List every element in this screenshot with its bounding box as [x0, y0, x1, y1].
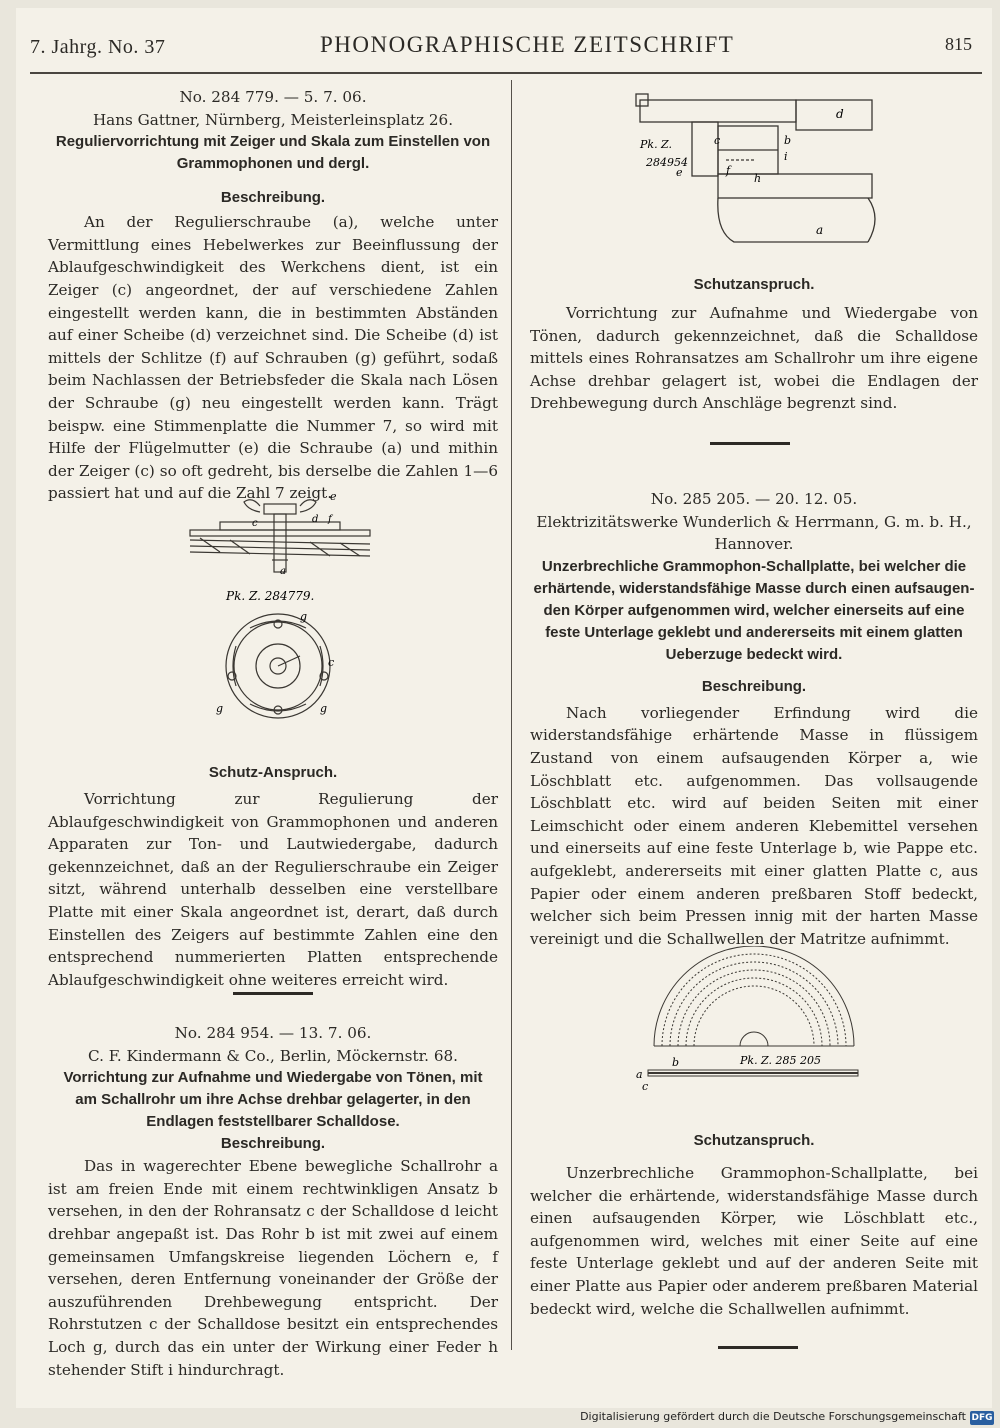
page-header — [30, 28, 990, 68]
digitization-note: Digitalisierung gefördert durch die Deutsche Forschungsgemeinschaft — [580, 1410, 966, 1423]
svg-text:e: e — [676, 166, 683, 179]
svg-text:a: a — [816, 223, 824, 237]
right-column-claim — [530, 274, 978, 415]
patent-title-line: Unzerbrechliche Grammophon-Schallplatte, bei welcher die — [541, 557, 967, 575]
svg-text:d: d — [836, 107, 844, 121]
claim-heading: Schutz-Anspruch. — [208, 764, 338, 781]
svg-text:a: a — [280, 566, 286, 577]
svg-text:c: c — [714, 134, 721, 147]
right-column-patent3 — [530, 488, 978, 950]
patent-number: No. 285 205. — 20. 12. 05. — [650, 490, 858, 508]
description-text: Nach vorliegender Erfindung wird die widerstandsfähige erhärtende Masse in flüssigem Zustand von einem aufsaugenden Körper a, wie Löschblatt etc. aufgenommen. Das vollsaugende Löschblatt etc. wird auf beiden Seiten mit einer Leimschicht oder einem anderen Klebemittel versehen und einerseits auf eine feste Unterlage b, wie Pappe etc. aufgeklebt, andererseits mit einer glatten Platte c, aus Papier oder einem anderen preßbaren Stoff bedeckt, welcher sich beim Pressen innig mit der harten Masse vereinigt und die Schallwellen der Matritze aufnimmt. — [530, 703, 978, 948]
right-column-claim2 — [530, 1130, 978, 1320]
figure-caption: Pk. Z. 284779. — [226, 589, 315, 603]
svg-text:Pk. Z.: Pk. Z. — [640, 138, 673, 151]
patent-title-line: feste Unterlage geklebt und andererseits mit einem glatten — [545, 623, 963, 641]
patent-number: No. 284 954. — 13. 7. 06. — [174, 1024, 372, 1042]
regulator-figure — [180, 486, 380, 724]
svg-text:c: c — [642, 1080, 649, 1093]
description-text: An der Regulierschraube (a), welche unter Vermittlung eines Hebelwerkes zur Beeinflussung der Ablaufgeschwindigkeit des Werkchens dient, ist ein Zeiger (c) angeordnet, der auf verschiedene Zahlen eingestellt werden kann, die in bestimmten Abständen auf einer Scheibe (d) verzeichnet sind. Die Scheibe (d) ist mittels der Schlitze (f) auf Schrauben (g) geführt, sodaß beim Nachlassen der Betriebsfeder die Skala nach Lösen der Schraube (g) neu eingestellt werden kann. Trägt beispw. eine Stimmenplatte die Nummer 7, so wird mit Hilfe der Flügelmutter (e) die Schraube (a) und mithin der Zeiger (c) so oft gedreht, bis derselbe die Zahlen 1—6 passiert hat und auf die Zahl 7 zeigt. — [48, 213, 498, 503]
patent-title-line: am Schallrohr um ihre Achse drehbar gelagerter, in den — [75, 1091, 471, 1109]
claim-text: Vorrichtung zur Aufnahme und Wiedergabe von Tönen, dadurch gekennzeichnet, daß die Schalldose mittels eines Rohransatzes am Schallrohr um ihre eigene Achse drehbar gelagert ist, wobei die Endlagen der Drehbewegung durch Anschläge begrenzt sind. — [530, 304, 978, 413]
claim-heading: Schutzanspruch. — [693, 1132, 815, 1149]
svg-text:i: i — [784, 150, 788, 163]
description-heading: Beschreibung. — [220, 189, 326, 207]
patent-title-line: Reguliervorrichtung mit Zeiger und Skala zum Einstellen von — [55, 133, 491, 151]
patent-holder: C. F. Kindermann & Co., Berlin, Möckernstr. 68. — [88, 1046, 458, 1065]
svg-text:a: a — [636, 1068, 643, 1081]
left-column-patent2 — [48, 1022, 498, 1381]
svg-text:g: g — [300, 610, 308, 623]
dfg-logo: DFG — [971, 1413, 993, 1423]
left-column-claim — [48, 762, 498, 991]
patent-holder: Hannover. — [714, 535, 794, 554]
svg-text:c: c — [252, 518, 258, 529]
patent-title-line: Vorrichtung zur Aufnahme und Wiedergabe von Tönen, mit — [63, 1069, 483, 1087]
record-figure — [620, 946, 880, 1096]
claim-text: Unzerbrechliche Grammophon-Schallplatte, bei welcher die erhärtende, widerstandsfähige Masse durch einen aufsaugenden Körper, wie Löschblatt etc., aufgenommen wird, welches mit einer Seite auf eine feste Unterlage geklebt und auf der anderen Seite mit einer Platte aus Papier oder anderem preßbaren Material bedeckt wird, welche die Schallwellen aufnimmt. — [530, 1164, 978, 1318]
svg-text:c: c — [328, 656, 335, 669]
section-divider — [233, 992, 313, 995]
left-column — [48, 86, 498, 505]
figure-caption: Pk. Z. 285 205 — [740, 1054, 821, 1067]
claim-heading: Schutzanspruch. — [693, 276, 815, 293]
patent-number: No. 284 779. — 5. 7. 06. — [179, 88, 367, 106]
svg-text:284954: 284954 — [646, 156, 688, 169]
description-heading: Beschreibung. — [701, 677, 807, 695]
svg-text:h: h — [754, 172, 762, 185]
page-number: 815 — [945, 34, 972, 54]
header-rule — [30, 72, 982, 74]
svg-text:b: b — [784, 134, 792, 147]
soundbox-figure — [606, 86, 906, 256]
patent-title-line: den Körper aufgenommen wird, welcher einerseits auf eine — [543, 601, 965, 619]
svg-text:b: b — [672, 1056, 680, 1069]
section-divider — [710, 442, 790, 445]
svg-text:g: g — [216, 702, 224, 715]
patent-holder: Hans Gattner, Nürnberg, Meisterleinsplatz 26. — [92, 110, 454, 129]
claim-text: Vorrichtung zur Regulierung der Ablaufgeschwindigkeit von Grammophonen und anderen Apparaten zur Ton- und Lautwiedergabe, dadurch gekennzeichnet, daß an der Regulierschraube ein Zeiger sitzt, während unterhalb desselben eine verstellbare Platte mit einer Skala angeordnet ist, derart, daß durch Einstellen des Zeigers auf bestimmte Zahlen eine den entsprechend nummerierten Platten entsprechende Ablaufgeschwindigkeit ohne weiteres erreicht wird. — [48, 790, 498, 989]
patent-title-line: Ueberzuge bedeckt wird. — [665, 645, 843, 663]
journal-title: PHONOGRAPHISCHE ZEITSCHRIFT — [320, 32, 735, 57]
svg-text:e: e — [330, 490, 337, 503]
column-separator — [511, 80, 512, 1350]
patent-title-line: Endlagen feststellbarer Schalldose. — [146, 1113, 400, 1131]
description-text: Das in wagerechter Ebene bewegliche Schallrohr a ist am freien Ende mit einem rechtwinkligen Ansatz b versehen, in den der Rohransatz c der Schalldose d leicht drehbar angepaßt ist. Das Rohr b ist mit zwei auf einem gemeinsamen Umfangskreise liegenden Löchern e, f versehen, deren Entfernung voneinander der Größe der auszuführenden Drehbewegung entspricht. Der Rohrstutzen c der Schalldose besitzt ein entsprechendes Loch g, durch das ein unter der Wirkung einer Feder h stehender Stift i hindurchragt. — [48, 1157, 498, 1379]
svg-text:d: d — [312, 514, 319, 525]
section-divider — [718, 1346, 798, 1349]
svg-text:f: f — [726, 164, 731, 177]
patent-title-line: erhärtende, widerstandsfähige Masse durch einen aufsaugen- — [533, 579, 975, 597]
patent-title-line: Grammophonen und dergl. — [176, 155, 370, 173]
volume-issue: 7. Jahrg. No. 37 — [30, 36, 166, 58]
patent-holder: Elektrizitätswerke Wunderlich & Herrmann, G. m. b. H., — [536, 512, 972, 531]
description-heading: Beschreibung. — [220, 1135, 326, 1153]
svg-text:g: g — [320, 702, 328, 715]
svg-text:f: f — [328, 514, 332, 525]
page-footer — [0, 1408, 1000, 1428]
